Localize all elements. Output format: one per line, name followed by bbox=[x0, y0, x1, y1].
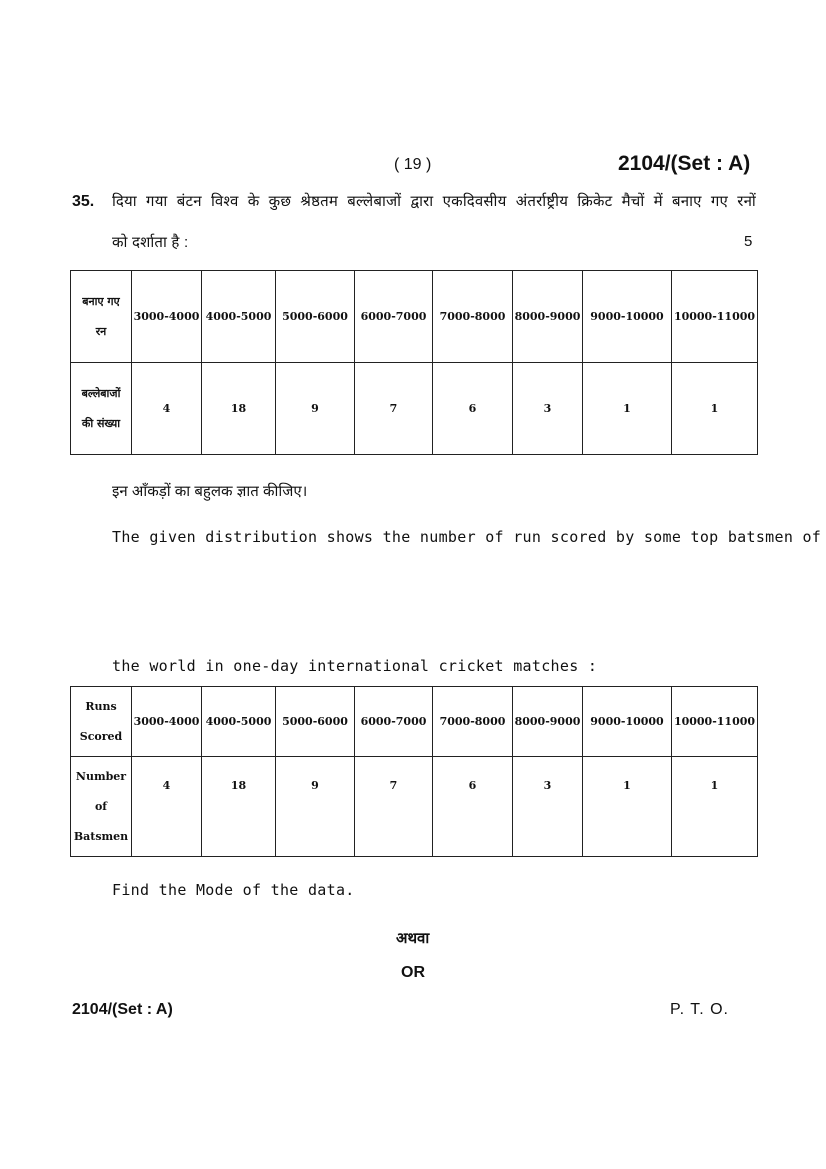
class-cell: 4000-5000 bbox=[202, 271, 276, 363]
value-cell: 1 bbox=[672, 757, 758, 857]
find-mode-instruction: Find the Mode of the data. bbox=[112, 881, 355, 899]
table-row bbox=[71, 363, 758, 455]
value-cell: 18 bbox=[202, 363, 276, 455]
class-cell: 7000-8000 bbox=[433, 687, 513, 757]
class-cell: 10000-11000 bbox=[672, 687, 758, 757]
value-cell: 18 bbox=[202, 757, 276, 857]
table-row bbox=[71, 271, 758, 363]
class-cell: 3000-4000 bbox=[132, 271, 202, 363]
class-cell: 6000-7000 bbox=[355, 687, 433, 757]
class-cell: 9000-10000 bbox=[583, 687, 672, 757]
row-label-runs-scored: Runs Scored bbox=[71, 687, 132, 757]
row-label-runs-hindi: बनाए गए रन bbox=[71, 271, 132, 363]
value-cell: 7 bbox=[355, 757, 433, 857]
class-cell: 8000-9000 bbox=[513, 271, 583, 363]
class-cell: 4000-5000 bbox=[202, 687, 276, 757]
row-label-number-of-batsmen: Number of Batsmen bbox=[71, 757, 132, 857]
page-number: ( 19 ) bbox=[394, 156, 432, 173]
question-hindi-line-2: को दर्शाता है : bbox=[112, 234, 189, 251]
value-cell: 4 bbox=[132, 757, 202, 857]
value-cell: 9 bbox=[276, 363, 355, 455]
class-cell: 5000-6000 bbox=[276, 687, 355, 757]
pto-label: P. T. O. bbox=[670, 1001, 729, 1018]
question-marks: 5 bbox=[744, 233, 753, 250]
hindi-mode-instruction: इन आँकड़ों का बहुलक ज्ञात कीजिए। bbox=[112, 483, 308, 500]
class-cell: 6000-7000 bbox=[355, 271, 433, 363]
paper-code-footer: 2104/(Set : A) bbox=[72, 1001, 173, 1018]
table-row bbox=[71, 687, 758, 757]
value-cell: 1 bbox=[583, 757, 672, 857]
question-hindi-line-1: दिया गया बंटन विश्व के कुछ श्रेष्ठतम बल्लेबाजों द्वारा एकदिवसीय अंतर्राष्ट्रीय क्रिकेट मैचों में बनाए गए रनों bbox=[112, 193, 756, 210]
row-label-batsmen-hindi: बल्लेबाजों की संख्या bbox=[71, 363, 132, 455]
paper-code-header: 2104/(Set : A) bbox=[618, 152, 751, 175]
english-question-line-2: the world in one-day international cricket matches : bbox=[112, 657, 598, 675]
class-cell: 9000-10000 bbox=[583, 271, 672, 363]
question-number: 35. bbox=[72, 193, 95, 210]
class-cell: 7000-8000 bbox=[433, 271, 513, 363]
or-separator: OR bbox=[401, 964, 425, 981]
english-data-table bbox=[70, 686, 758, 857]
table-row bbox=[71, 757, 758, 857]
class-cell: 8000-9000 bbox=[513, 687, 583, 757]
hindi-data-table bbox=[70, 270, 758, 455]
value-cell: 4 bbox=[132, 363, 202, 455]
value-cell: 3 bbox=[513, 757, 583, 857]
value-cell: 6 bbox=[433, 757, 513, 857]
class-cell: 3000-4000 bbox=[132, 687, 202, 757]
value-cell: 7 bbox=[355, 363, 433, 455]
value-cell: 6 bbox=[433, 363, 513, 455]
class-cell: 5000-6000 bbox=[276, 271, 355, 363]
athva-separator: अथवा bbox=[396, 930, 430, 947]
class-cell: 10000-11000 bbox=[672, 271, 758, 363]
value-cell: 1 bbox=[672, 363, 758, 455]
value-cell: 9 bbox=[276, 757, 355, 857]
value-cell: 1 bbox=[583, 363, 672, 455]
english-question-line-1: The given distribution shows the number of run scored by some top batsmen of bbox=[112, 528, 822, 546]
value-cell: 3 bbox=[513, 363, 583, 455]
